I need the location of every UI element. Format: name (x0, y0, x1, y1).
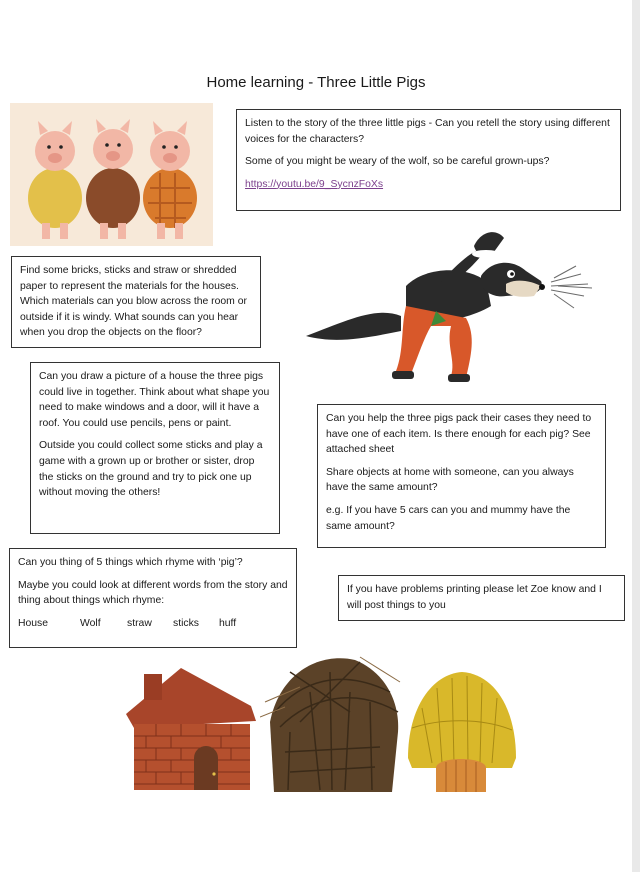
rhyme-word: sticks (173, 617, 199, 629)
rhyme-question: Can you thing of 5 things which rhyme with ‘pig’? (18, 557, 243, 568)
wolf-blowing-illustration (306, 226, 592, 386)
cases-box (317, 404, 606, 548)
wolf-warning-text: Some of you might be weary of the wolf, so be careful grown-ups? (245, 156, 550, 168)
drawing-text: Can you draw a picture of a house the three pigs could live in together. Think about what shape you need to make windows and a door, will it have a roof. You could use pencils, pens or paint. (39, 371, 270, 429)
printing-text: If you have problems printing please let Zoe know and I will post things to you (347, 584, 602, 611)
rhyme-word: House (18, 617, 49, 629)
cases-text: Can you help the three pigs pack their cases they need to have one of each item. Is there enough for each pig? See attached sheet (326, 413, 592, 456)
cars-example-text: e.g. If you have 5 cars can you and mummy have the same amount? (326, 504, 571, 532)
rhyme-box (9, 548, 297, 648)
rhyme-word: straw (127, 617, 152, 629)
sharing-text: Share objects at home with someone, can you always have the same amount? (326, 466, 574, 494)
story-video-link[interactable]: https://youtu.be/9_SycnzFoXs (245, 178, 384, 190)
straw-house-illustration (402, 668, 520, 792)
drawing-box (30, 362, 280, 534)
story-text: Listen to the story of the three little pigs - Can you retell the story using different voices for the characters? (245, 118, 610, 145)
story-box (236, 109, 621, 211)
materials-box (11, 256, 261, 348)
sticks-game-text: Outside you could collect some sticks and play a game with a grown up or brother or sister, drop the sticks on the ground and try to pick one up without moving the others! (39, 440, 263, 499)
rhyme-word: Wolf (80, 617, 101, 629)
page-title: Home learning - Three Little Pigs (206, 74, 426, 91)
printing-box (338, 575, 625, 621)
page-edge (632, 0, 640, 872)
rhyme-hint: Maybe you could look at different words from the story and thing about things which rhyme: (18, 579, 288, 607)
materials-text: Find some bricks, sticks and straw or shredded paper to represent the materials for the houses. Which materials can you blow across the room or outside if it is windy. What sounds can you hear when you drop the objects on the floor? (20, 265, 247, 339)
brick-house-illustration (126, 666, 258, 790)
rhyme-word-list (18, 616, 288, 632)
stick-house-illustration (260, 652, 402, 792)
three-pigs-illustration (10, 103, 213, 246)
rhyme-word: huff (219, 617, 237, 629)
